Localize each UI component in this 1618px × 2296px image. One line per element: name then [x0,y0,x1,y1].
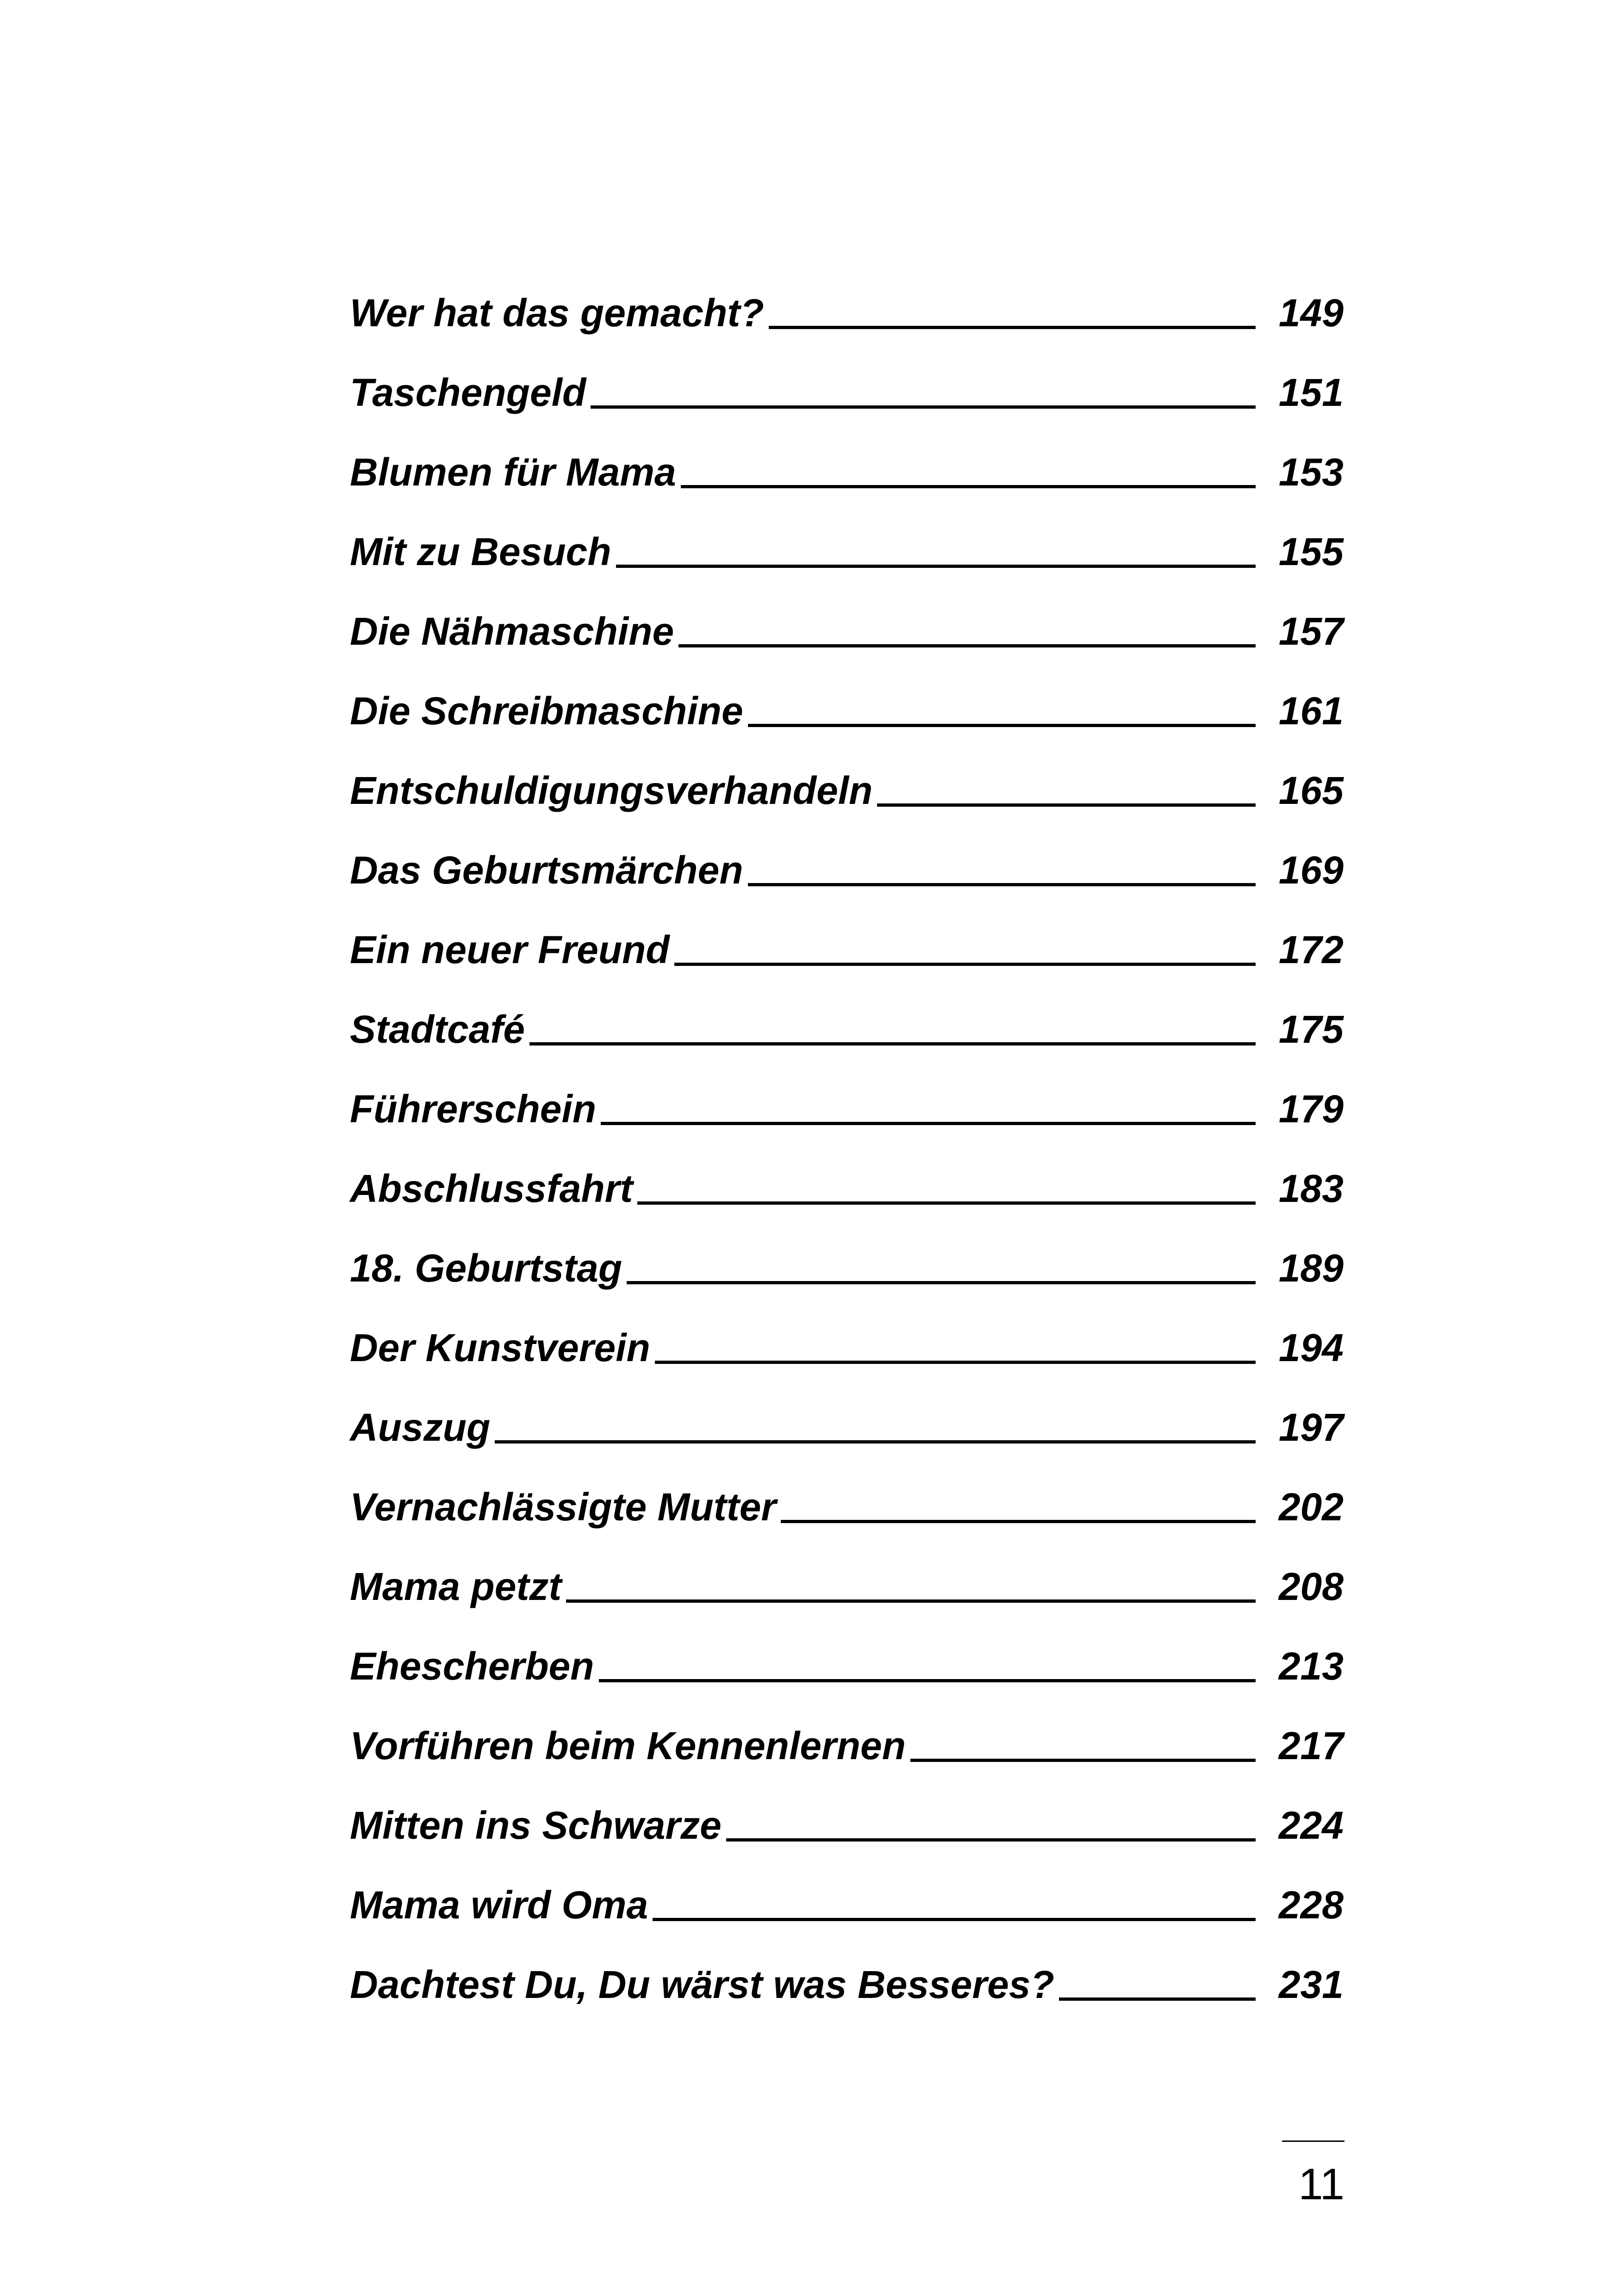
toc-leader-line [529,1042,1256,1045]
toc-entry-title: Die Nähmaschine [350,610,674,653]
page-number: 11 [1298,2159,1344,2209]
toc-entry-page: 194 [1278,1326,1344,1369]
toc-entry [350,910,1344,989]
toc-entry-title: Führerschein [350,1087,597,1131]
toc-entry-title: Vernachlässigte Mutter [350,1485,777,1529]
toc-entry [350,1149,1344,1228]
toc-entry [350,1308,1344,1388]
toc-entry [350,671,1344,751]
table-of-contents [350,273,1344,2024]
toc-leader-line [653,1918,1256,1921]
toc-leader-line [566,1599,1256,1603]
toc-entry-page: 228 [1278,1883,1344,1927]
toc-leader-line [678,644,1256,647]
toc-entry-title: 18. Geburtstag [350,1246,622,1290]
toc-leader-line [495,1440,1256,1444]
toc-entry-page: 217 [1278,1724,1344,1767]
toc-entry-title: Der Kunstverein [350,1326,650,1369]
toc-entry-page: 172 [1278,928,1344,971]
toc-entry-title: Ehescherben [350,1644,594,1688]
toc-entry [350,1388,1344,1467]
toc-entry-page: 153 [1278,450,1344,494]
toc-entry-page: 169 [1278,848,1344,892]
toc-entry-title: Wer hat das gemacht? [350,291,764,335]
toc-entry-title: Mit zu Besuch [350,530,611,573]
toc-entry-page: 179 [1278,1087,1344,1131]
toc-entry [350,989,1344,1069]
toc-entry-title: Dachtest Du, Du wärst was Besseres? [350,1963,1054,2006]
toc-leader-line [601,1122,1256,1125]
toc-entry-page: 175 [1278,1008,1344,1051]
toc-entry-page: 213 [1278,1644,1344,1688]
toc-entry-page: 208 [1278,1565,1344,1608]
toc-entry [350,353,1344,432]
toc-entry-title: Stadtcafé [350,1008,525,1051]
toc-entry-title: Die Schreibmaschine [350,689,743,733]
toc-leader-line [591,405,1256,409]
toc-leader-line [1059,1997,1256,2001]
toc-entry-page: 197 [1278,1406,1344,1449]
page-number-rule [1282,2140,1344,2142]
toc-entry [350,1228,1344,1308]
toc-leader-line [748,724,1256,727]
toc-entry-page: 165 [1278,769,1344,812]
toc-leader-line [655,1361,1256,1364]
toc-entry-title: Taschengeld [350,371,586,414]
toc-leader-line [769,326,1256,329]
toc-entry-title: Abschlussfahrt [350,1167,633,1210]
toc-entry-page: 155 [1278,530,1344,573]
toc-leader-line [637,1201,1256,1205]
toc-entry [350,273,1344,353]
toc-entry-page: 202 [1278,1485,1344,1529]
toc-entry-page: 157 [1278,610,1344,653]
toc-entry [350,1865,1344,1945]
toc-entry-title: Entschuldigungsverhandeln [350,769,873,812]
toc-leader-line [627,1281,1256,1284]
toc-entry [350,1547,1344,1626]
toc-entry-title: Ein neuer Freund [350,928,670,971]
toc-leader-line [616,565,1256,568]
toc-entry [350,1626,1344,1706]
toc-entry-page: 224 [1278,1804,1344,1847]
toc-entry-page: 231 [1278,1963,1344,2006]
toc-entry [350,432,1344,512]
toc-entry-title: Mama wird Oma [350,1883,648,1927]
toc-entry [350,1069,1344,1149]
toc-leader-line [748,883,1256,886]
toc-entry-title: Vorführen beim Kennenlernen [350,1724,906,1767]
toc-leader-line [877,803,1256,807]
toc-entry [350,1786,1344,1865]
toc-leader-line [910,1759,1256,1762]
toc-entry [350,1706,1344,1786]
toc-entry [350,512,1344,591]
toc-entry-page: 149 [1278,291,1344,335]
toc-entry [350,591,1344,671]
toc-entry-title: Mama petzt [350,1565,562,1608]
toc-entry-title: Das Geburtsmärchen [350,848,743,892]
toc-entry [350,1467,1344,1547]
toc-entry-title: Mitten ins Schwarze [350,1804,722,1847]
toc-entry [350,1945,1344,2024]
toc-entry-page: 151 [1278,371,1344,414]
toc-entry [350,751,1344,830]
toc-leader-line [599,1679,1256,1682]
toc-leader-line [681,485,1256,488]
toc-leader-line [726,1838,1256,1842]
toc-leader-line [674,963,1256,966]
toc-entry-title: Auszug [350,1406,491,1449]
toc-entry-page: 161 [1278,689,1344,733]
toc-entry-page: 183 [1278,1167,1344,1210]
toc-entry-title: Blumen für Mama [350,450,676,494]
toc-entry [350,830,1344,910]
toc-leader-line [781,1520,1256,1523]
toc-entry-page: 189 [1278,1246,1344,1290]
